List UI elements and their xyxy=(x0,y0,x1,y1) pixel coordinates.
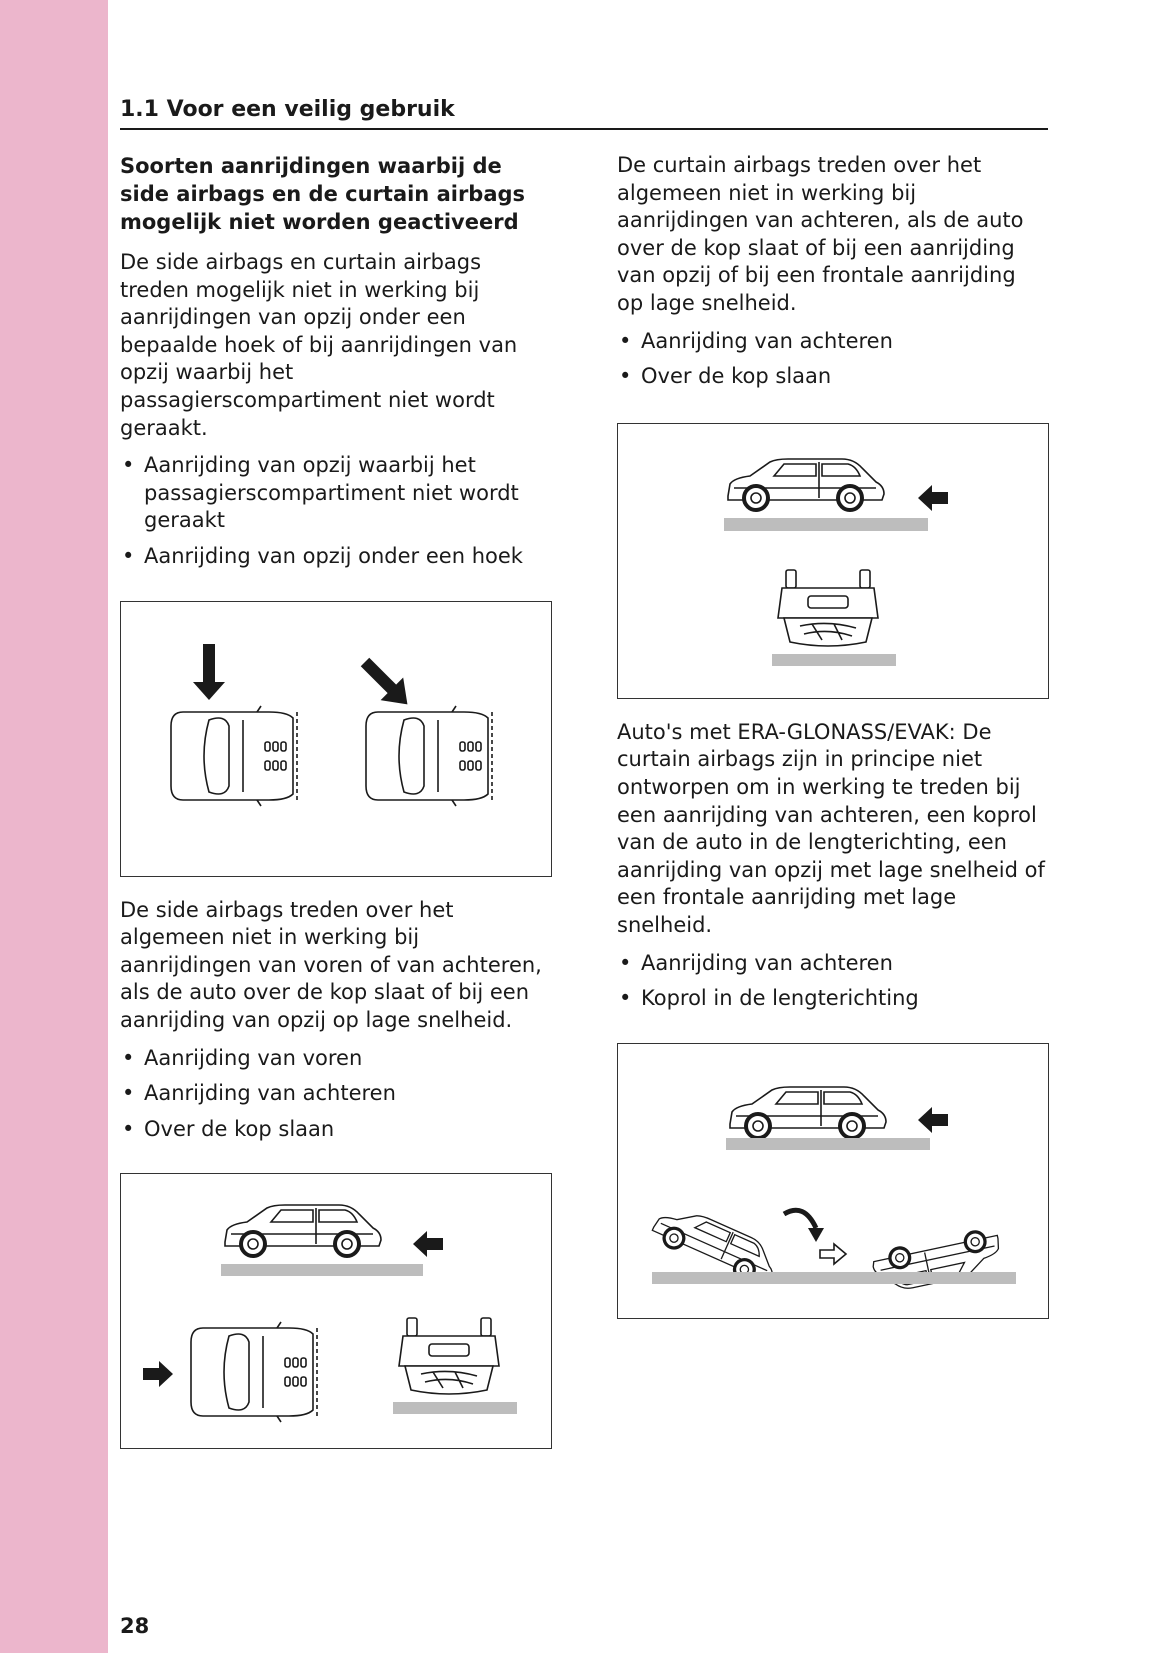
arrow-right-icon xyxy=(143,1361,173,1387)
arrow-diagonal-icon xyxy=(354,650,419,715)
arrow-down-icon xyxy=(193,644,225,700)
bullet-dot: • xyxy=(122,543,135,568)
list-item: • Koprol in de lengterichting xyxy=(617,985,1047,1013)
ground-bar xyxy=(772,654,896,666)
era-glonass-paragraph: Auto's met ERA-GLONASS/EVAK: De curtain airbags zijn in principe niet ontworpen om in werking te treden bij een aanrijding van achteren, een koprol van de auto in de lengterichting, een aanrijding van opzij met lage snelheid of een frontale aanrijding met lage snelheid. xyxy=(617,719,1045,937)
left-column xyxy=(120,152,550,1449)
figure-rear-longitudinal-roll xyxy=(617,1043,1049,1319)
figure-frontal-rear-rollover xyxy=(120,1173,552,1449)
ground-bar xyxy=(724,518,928,531)
intro-paragraph: De side airbags en curtain airbags treden mogelijk niet in werking bij aanrijdingen van opzij onder een bepaalde hoek of bij aanrijdingen van opzij waarbij het passagierscompartiment niet wordt geraakt. xyxy=(120,250,518,440)
subsection-heading: Soorten aanrijdingen waarbij de side airbags en de curtain airbags mogelijk niet worden geactiveerd xyxy=(120,154,526,234)
car-side-view-icon xyxy=(225,1205,381,1256)
bullet-dot: • xyxy=(122,1081,135,1106)
bullet-list-side-airbags xyxy=(120,1045,550,1144)
arrow-left-icon xyxy=(918,485,948,511)
side-airbag-paragraph: De side airbags treden over het algemeen niet in werking bij aanrijdingen van voren of van achteren, als de auto over de kop slaat of bij een aanrijding van opzij op lage snelheid. xyxy=(120,897,542,1032)
bullet-dot: • xyxy=(619,950,632,975)
bullet-list-curtain-airbags xyxy=(617,328,1047,391)
curved-arrow-icon xyxy=(784,1210,816,1228)
bullet-dot: • xyxy=(122,1045,135,1070)
ground-bar xyxy=(726,1138,930,1150)
car-upside-down-icon xyxy=(778,570,878,646)
bullet-dot: • xyxy=(122,453,135,478)
list-item: • Aanrijding van achteren xyxy=(617,950,1047,978)
bullet-dot: • xyxy=(122,1116,135,1141)
page-number: 28 xyxy=(120,1614,150,1638)
car-side-view-icon xyxy=(728,459,884,510)
figure-rear-rollover xyxy=(617,423,1049,699)
ground-bar xyxy=(221,1264,423,1276)
bullet-list-era-glonass xyxy=(617,950,1047,1013)
bullet-list-side-collisions xyxy=(120,452,550,570)
car-rolled-icon xyxy=(870,1227,1004,1295)
ground-bar xyxy=(393,1402,517,1414)
list-item: • Aanrijding van voren xyxy=(120,1045,550,1073)
hollow-arrow-right-icon xyxy=(820,1244,846,1264)
side-color-band xyxy=(0,0,108,1653)
arrow-left-icon xyxy=(918,1107,948,1133)
car-top-view-icon xyxy=(171,706,297,806)
arrow-left-icon xyxy=(413,1231,443,1257)
list-item: • Aanrijding van achteren xyxy=(120,1080,550,1108)
car-top-view-icon xyxy=(191,1322,317,1422)
car-top-view-icon xyxy=(366,706,492,806)
curtain-airbag-paragraph: De curtain airbags treden over het algemeen niet in werking bij aanrijdingen van achteren, als de auto over de kop slaat of bij een aanrijding van opzij of bij een frontale aanrijding op lage snelheid. xyxy=(617,153,1024,315)
right-column xyxy=(617,152,1047,1319)
list-item: • Aanrijding van opzij onder een hoek xyxy=(120,543,550,571)
figure-side-impact xyxy=(120,601,552,877)
bullet-dot: • xyxy=(619,986,632,1011)
ground-bar xyxy=(652,1272,1016,1284)
list-item: • Aanrijding van opzij waarbij het passagierscompartiment niet wordt geraakt xyxy=(122,453,519,533)
list-item: • Over de kop slaan xyxy=(120,1116,550,1144)
list-item: • Aanrijding van achteren xyxy=(617,328,1047,356)
bullet-dot: • xyxy=(619,328,632,353)
section-title: 1.1 Voor een veilig gebruik xyxy=(120,97,1048,130)
list-item: • Over de kop slaan xyxy=(617,363,1047,391)
car-upside-down-icon xyxy=(399,1318,499,1394)
car-side-view-icon xyxy=(730,1087,886,1138)
bullet-dot: • xyxy=(619,364,632,389)
